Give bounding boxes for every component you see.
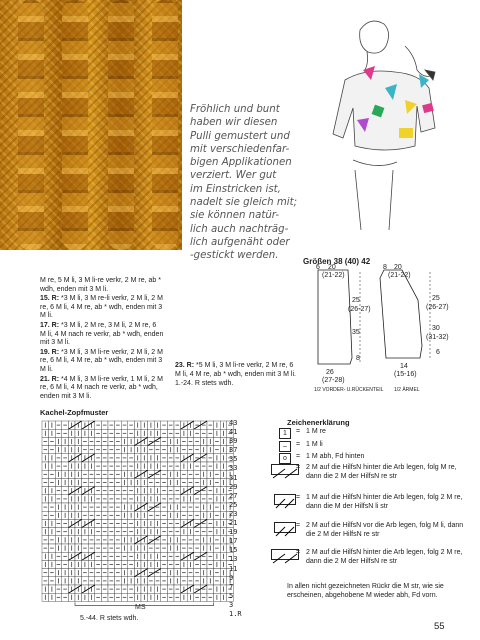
schem-right-mid1-alt: (26-27) — [426, 304, 449, 311]
chart-row-number: 33 — [229, 464, 238, 473]
instruction-paragraph — [40, 277, 164, 294]
instruction-text: M re, 5 M li, 3 M li-re verkr, 2 M re, ab * wdh, enden mit 3 M li. — [40, 277, 161, 293]
chart-row-number: 15 — [229, 546, 238, 555]
instruction-text: 1.-24. R stets wdh. — [175, 380, 234, 388]
chart-title: Kachel-Zopfmuster — [40, 408, 109, 417]
legend-symbol-icon: o — [279, 453, 291, 464]
chart-row-number: 39 — [229, 437, 238, 446]
instruction-paragraph — [40, 376, 164, 402]
chart-row-number: 17 — [229, 537, 238, 546]
chart-row-number: 23 — [229, 509, 238, 518]
chart-row-number: 21 — [229, 519, 238, 528]
garment-schematic — [290, 264, 470, 410]
intro-text: Fröhlich und bunt haben wir diesen Pulli gemustert und mit verschiedenfar- bigen Applikationen verziert. Wer gut im Einstricken ist, nadelt sie gleich mit; sie können natür- lich auch nachträg- lich aufgenäht oder -gestickt werden. — [190, 104, 298, 262]
legend-text: 1 M abh, Fd hinten — [306, 453, 365, 460]
chart-row-number: 29 — [229, 482, 238, 491]
legend-equals: = — [296, 441, 301, 448]
instruction-row-label: 19. R: — [40, 348, 62, 356]
schem-left-width: 26 — [326, 369, 334, 376]
chart-row-number: 35 — [229, 455, 238, 464]
schem-right-top-b: 20 — [394, 264, 402, 271]
schem-left-width-alt: (27-28) — [322, 377, 345, 384]
schem-left-mid1: 25 — [352, 297, 360, 304]
schem-right-mid1: 25 — [432, 295, 440, 302]
legend-symbol-icon: 1 — [279, 428, 291, 439]
legend-symbol-icon — [274, 522, 296, 533]
instructions-column-a — [40, 277, 164, 402]
legend-note: In allen nicht gezeichneten Rückr die M str, wie sie erscheinen, abgehobene M wieder abh, Fd vorn. — [287, 583, 444, 599]
instruction-row-label: 21. R: — [40, 375, 62, 383]
legend-equals: = — [296, 464, 301, 471]
legend-text: 1 M re — [306, 428, 326, 435]
instruction-text: *5 M li, 3 M li-re verkr, 2 M re, 6 M li, 4 M re, ab * wdh, enden mit 3 M li. — [175, 362, 296, 378]
legend-equals: = — [296, 494, 301, 501]
schem-right-caption: 1/2 ÄRMEL — [394, 387, 420, 393]
chart-row-number: 9 — [229, 573, 234, 582]
instruction-row-label: 23. R: — [175, 362, 197, 369]
schem-right-bottom-small: 6 — [436, 349, 440, 356]
legend-text: 2 M auf die HilfsN hinter die Arb legen, folg 2 M re, dann die 2 M der HilfsN re str — [306, 549, 463, 565]
schem-right-mid2-alt: (31-32) — [426, 334, 449, 341]
chart-row-number: 5 — [229, 591, 234, 600]
chart-row-number: 43 — [229, 419, 238, 427]
sizes-heading: Größen 38 (40) 42 — [303, 257, 371, 266]
legend-equals: = — [296, 428, 301, 435]
chart-row-number: 11 — [229, 564, 238, 573]
schem-left-top-a: 6 — [316, 264, 320, 271]
legend-equals: = — [296, 549, 301, 556]
legend-text: 1 M auf die HilfsN hinter die Arb legen, folg 2 M re, dann die M der HilfsN li str — [306, 494, 463, 510]
chart-row-number: 41 — [229, 428, 238, 437]
chart-note: 5.-44. R stets wdh. — [80, 615, 139, 622]
legend-title: Zeichenerklärung — [287, 418, 350, 427]
knitting-chart — [40, 421, 260, 606]
instructions-column-b — [175, 362, 300, 390]
instruction-text: *3 M li, 3 M li-re verkr, 2 M li, 2 M re, 6 M li, 4 M re, ab * wdh, enden mit 3 M li. — [40, 348, 163, 373]
legend-text: 2 M auf die HilfsN hinter die Arb legen, folg M re, dann die 2 M der HilfsN re str — [306, 464, 457, 480]
chart-row-number: 25 — [229, 500, 238, 509]
chart-row-number: 19 — [229, 528, 238, 537]
schem-right-top-a: 8 — [383, 264, 387, 271]
knit-swatch-photo — [0, 0, 182, 250]
legend-symbol-icon — [271, 549, 299, 560]
instruction-paragraph — [40, 322, 164, 348]
schem-right-width-alt: (15-16) — [394, 371, 417, 378]
legend-symbol-icon: – — [279, 441, 291, 452]
chart-row-number: 13 — [229, 555, 238, 564]
instruction-paragraph — [175, 380, 300, 389]
legend-text: 2 M auf die HilfsN vor die Arb legen, folg M li, dann die 2 M der HilfsN re str — [306, 522, 464, 538]
legend-equals: = — [296, 522, 301, 529]
chart-row-number: 3 — [229, 600, 234, 609]
instruction-text: *3 M li, 3 M re-li verkr, 2 M li, 2 M re, 6 M li, 4 M re, ab * wdh, enden mit 3 M li. — [40, 295, 163, 320]
schem-left-mid1-alt: (26-27) — [348, 306, 371, 313]
schem-left-caption: 1/2 VORDER- U.RÜCKENTEIL — [314, 387, 384, 393]
chart-repeat-label: MS — [135, 604, 146, 611]
instruction-paragraph — [175, 362, 300, 379]
legend-text: 1 M li — [306, 441, 323, 448]
instruction-text: *3 M li, 2 M re, 3 M li, 2 M re, 6 M li, 4 M nach re verkr, ab * wdh, enden mit 3 M li. — [40, 321, 164, 347]
legend-equals: = — [296, 453, 301, 460]
instruction-row-label: 15. R: — [40, 295, 62, 303]
schem-left-top-b: 20 — [328, 264, 336, 271]
chart-row-numbers — [229, 419, 242, 619]
chart-row-number: 37 — [229, 446, 238, 455]
legend-symbol-icon — [271, 464, 299, 475]
fashion-illustration — [305, 10, 475, 240]
schem-left-bottom-small: 8 — [356, 355, 360, 362]
chart-row-number: 1.R — [229, 609, 242, 618]
instruction-paragraph — [40, 295, 164, 321]
chart-row-number: 7 — [229, 582, 234, 591]
page-number: 55 — [434, 621, 445, 632]
schem-right-top-b-alt: (21-22) — [388, 272, 411, 279]
chart-row-number: 27 — [229, 491, 238, 500]
instruction-row-label: 17. R: — [40, 321, 62, 329]
schem-left-top-b-alt: (21-22) — [322, 272, 345, 279]
instruction-text: *4 M li, 3 M li-re verkr, 1 M li, 2 M re, 6 M li, 4 M nach re verkr, ab * wdh, enden mit 3 M li. — [40, 375, 163, 400]
schem-right-width: 14 — [400, 363, 408, 370]
schem-right-mid2: 30 — [432, 325, 440, 332]
legend-symbol-icon — [274, 494, 296, 505]
chart-row-number: 31 — [229, 473, 238, 482]
instruction-paragraph — [40, 349, 164, 375]
schem-left-mid2: 35 — [352, 329, 360, 336]
